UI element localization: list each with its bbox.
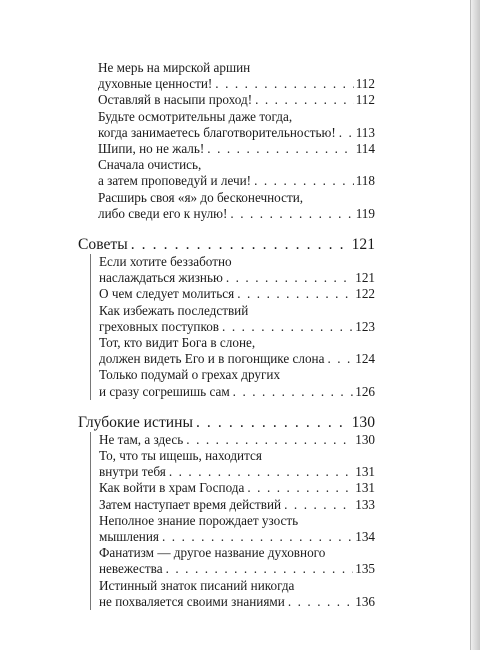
page-edge-line: [470, 0, 471, 650]
leader-dots: [222, 319, 353, 335]
page-number: 112: [355, 76, 375, 92]
toc-entry[interactable]: [99, 578, 375, 610]
toc-entry[interactable]: [98, 60, 375, 92]
entry-title-line: Затем наступает время действий: [99, 496, 282, 512]
entry-title-line: и сразу согрешишь сам: [99, 383, 230, 399]
entry-last-line: [99, 384, 375, 400]
entry-title-line: должен видеть Его и в погонщике слона: [99, 351, 325, 367]
toc-entry[interactable]: [99, 367, 375, 399]
page-number: 112: [355, 92, 375, 108]
entry-title-line: Будьте осмотрительны даже тогда,: [98, 108, 293, 124]
page-number: 121: [351, 236, 375, 254]
page-number: 123: [355, 318, 375, 334]
page-number: 133: [355, 496, 375, 512]
section-title: Советы: [78, 236, 128, 254]
entry-title-line: Сначала очистись,: [98, 157, 202, 173]
leader-dots: [226, 270, 353, 286]
leader-dots: [339, 125, 354, 141]
entry-last-line: [99, 432, 375, 448]
leader-dots: [186, 432, 353, 448]
toc-entry[interactable]: [99, 303, 375, 335]
page-number: 126: [355, 383, 375, 399]
entry-last-line: [98, 76, 375, 92]
table-of-contents: [78, 60, 375, 610]
entry-title-line: Оставляй в насыпи проход!: [98, 92, 253, 108]
toc-entries: [90, 432, 375, 610]
leader-dots: [230, 206, 353, 222]
entry-last-line: [99, 561, 375, 577]
page-number: 131: [355, 480, 375, 496]
toc-entry[interactable]: [99, 432, 375, 448]
page-number: 130: [355, 431, 375, 447]
entry-last-line: [98, 173, 375, 189]
entry-last-line: [99, 319, 375, 335]
entry-title-line: греховных поступков: [99, 318, 220, 334]
toc-section: [78, 414, 375, 610]
entry-title-line: не похваляется своими знаниями: [99, 593, 285, 609]
entry-title-line: Если хотите беззаботно: [99, 254, 232, 270]
entry-title-line: Тот, кто видит Бога в слоне,: [99, 335, 256, 351]
entry-title-line: мышления: [99, 529, 159, 545]
leader-dots: [288, 594, 353, 610]
toc-section-heading[interactable]: [78, 236, 375, 254]
section-title: Глубокие истины: [78, 413, 193, 431]
entry-title-line: внутри тебя: [99, 464, 166, 480]
leader-dots: [255, 92, 354, 108]
leader-dots: [169, 464, 353, 480]
entry-last-line: [99, 529, 375, 545]
entry-last-line: [98, 206, 375, 222]
entry-title-line: Только подумай о грехах других: [99, 367, 281, 383]
page-number: 134: [355, 529, 375, 545]
leader-dots: [196, 414, 350, 432]
leader-dots: [215, 76, 353, 92]
entry-last-line: [98, 125, 375, 141]
page-number: 119: [355, 205, 375, 221]
toc-entry[interactable]: [98, 157, 375, 189]
entry-title-line: Не там, а здесь: [99, 431, 184, 447]
toc-entry[interactable]: [99, 480, 375, 496]
entry-title-line: а затем проповедуй и лечи!: [98, 173, 252, 189]
entry-last-line: [99, 594, 375, 610]
entry-title-line: То, что ты ищешь, находится: [99, 448, 262, 464]
entry-title-line: О чем следует молиться: [99, 286, 235, 302]
toc-entry[interactable]: [99, 254, 375, 286]
toc-entry[interactable]: [98, 92, 375, 108]
entry-last-line: [99, 497, 375, 513]
page-number: 136: [355, 593, 375, 609]
toc-entry[interactable]: [99, 448, 375, 480]
entry-last-line: [99, 480, 375, 496]
entry-title-line: Неполное знание порождает узость: [99, 512, 299, 528]
entry-last-line: [99, 351, 375, 367]
page-number: 122: [355, 286, 375, 302]
toc-section-heading[interactable]: [78, 414, 375, 432]
leader-dots: [131, 236, 350, 254]
page-number: 135: [355, 561, 375, 577]
entry-title-line: Расширь своя «я» до бесконечности,: [98, 189, 304, 205]
leader-dots: [162, 529, 353, 545]
entry-title-line: Истинный знаток писаний никогда: [99, 577, 295, 593]
entry-title-line: наслаждаться жизнью: [99, 270, 223, 286]
toc-entry[interactable]: [98, 141, 375, 157]
leader-dots: [166, 561, 354, 577]
entry-title-line: духовные ценности!: [98, 76, 213, 92]
page-number: 131: [355, 464, 375, 480]
toc-entry[interactable]: [99, 335, 375, 367]
toc-entry[interactable]: [98, 109, 375, 141]
toc-entry[interactable]: [99, 513, 375, 545]
entry-title-line: Как войти в храм Господа: [99, 480, 245, 496]
page-edge: [470, 0, 480, 650]
leader-dots: [247, 480, 353, 496]
entry-title-line: либо сведи его к нулю!: [98, 205, 228, 221]
entry-title-line: Не мерь на мирской аршин: [98, 60, 251, 75]
leader-dots: [284, 497, 353, 513]
entry-title-line: Фанатизм — другое название духовного: [99, 545, 326, 561]
toc-entries: [90, 60, 375, 222]
entry-title-line: Шипи, но не жаль!: [98, 141, 205, 157]
entry-last-line: [98, 92, 375, 108]
toc-entry[interactable]: [98, 190, 375, 222]
page-number: 114: [355, 141, 375, 157]
toc-section: [78, 236, 375, 400]
toc-entry[interactable]: [99, 545, 375, 577]
toc-entry[interactable]: [99, 286, 375, 302]
page-number: 121: [355, 270, 375, 286]
leader-dots: [237, 286, 353, 302]
entry-title-line: Как избежать последствий: [99, 302, 249, 318]
leader-dots: [233, 384, 354, 400]
page-number: 118: [355, 173, 375, 189]
toc-section: [78, 60, 375, 222]
leader-dots: [254, 173, 354, 189]
entry-last-line: [99, 270, 375, 286]
page-number: 130: [351, 413, 375, 431]
entry-last-line: [98, 141, 375, 157]
toc-entries: [90, 254, 375, 400]
entry-title-line: когда занимаетесь благотворительностью!: [98, 124, 336, 140]
page-number: 124: [355, 351, 375, 367]
entry-title-line: невежества: [99, 561, 163, 577]
entry-last-line: [99, 464, 375, 480]
leader-dots: [327, 351, 353, 367]
leader-dots: [207, 141, 353, 157]
toc-entry[interactable]: [99, 497, 375, 513]
page-number: 113: [355, 124, 375, 140]
entry-last-line: [99, 286, 375, 302]
